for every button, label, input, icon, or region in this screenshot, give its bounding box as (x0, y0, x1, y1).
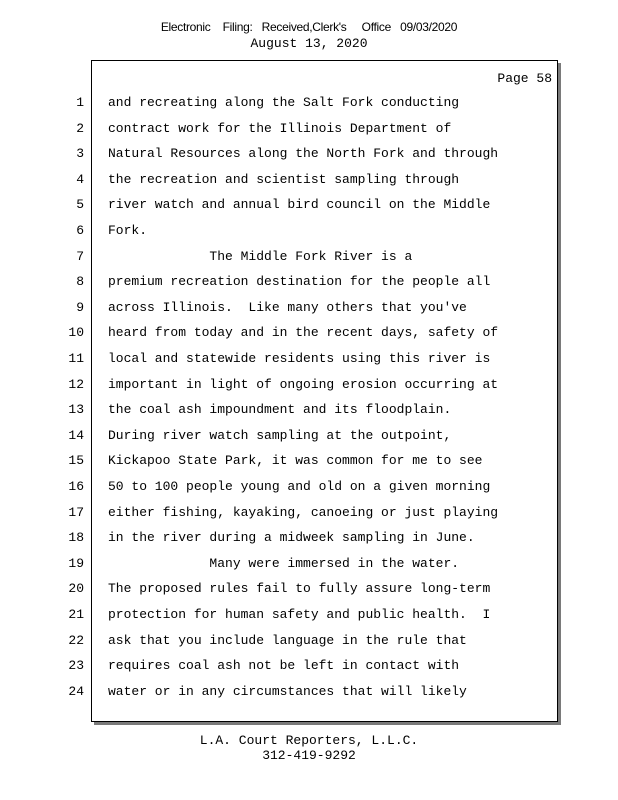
line-number: 16 (68, 479, 84, 494)
transcript-line: heard from today and in the recent days, safety of (108, 325, 499, 341)
transcript-line: either fishing, kayaking, canoeing or just playing (108, 504, 499, 520)
transcript-line: the recreation and scientist sampling through (108, 171, 460, 187)
transcript-line: Many were immersed in the water. (108, 555, 460, 571)
line-number: 12 (68, 376, 84, 392)
line-number: 1 (76, 95, 84, 110)
transcript-line: river watch and annual bird council on the Middle (108, 197, 491, 213)
transcript-line: water or in any circumstances that will likely (108, 683, 467, 699)
transcript-line: across Illinois. Like many others that you've (108, 299, 467, 315)
line-number: 20 (68, 581, 84, 597)
transcript-line: premium recreation destination for the people all (108, 274, 491, 290)
line-number: 13 (68, 402, 84, 418)
line-number: 18 (68, 530, 84, 546)
transcript-line: The proposed rules fail to fully assure long-term (108, 581, 491, 597)
line-number: 24 (68, 683, 84, 699)
transcript-line: 50 to 100 people young and old on a given morning (108, 479, 491, 494)
transcript-line: protection for human safety and public health. I (108, 607, 491, 622)
transcript-line: The Middle Fork River is a (108, 248, 413, 264)
transcript-line: Fork. (108, 223, 148, 238)
line-number: 22 (68, 632, 84, 648)
line-number: 4 (76, 171, 84, 187)
line-number: 21 (68, 607, 84, 622)
line-number: 7 (76, 248, 84, 264)
line-number: 2 (76, 120, 84, 136)
filing-stamp: Electronic Filing: Received,Clerk's Office 09/03/2020 (160, 20, 458, 34)
line-number: 5 (76, 197, 84, 213)
line-number: 15 (68, 453, 84, 469)
transcript-line: ask that you include language in the rule that (108, 632, 467, 648)
footer-company: L.A. Court Reporters, L.L.C. (199, 733, 419, 748)
transcript-line: Natural Resources along the North Fork and through (108, 146, 499, 162)
transcript-line: Kickapoo State Park, it was common for me to see (108, 453, 483, 469)
transcript-line: the coal ash impoundment and its floodplain. (108, 402, 452, 418)
header-date: August 13, 2020 (250, 36, 368, 51)
transcript-line: local and statewide residents using this river is (108, 351, 491, 366)
transcript-line: in the river during a midweek sampling in June. (108, 530, 475, 546)
page-number: Page 58 (497, 71, 552, 86)
transcript-line: contract work for the Illinois Department of (108, 120, 452, 136)
line-number: 19 (68, 555, 84, 571)
line-number: 6 (76, 223, 84, 238)
transcript-line: and recreating along the Salt Fork conducting (108, 95, 460, 110)
transcript-line: important in light of ongoing erosion occurring at (108, 376, 499, 392)
line-number: 14 (68, 427, 84, 443)
transcript-line: During river watch sampling at the outpoint, (108, 427, 452, 443)
line-number: 23 (68, 658, 84, 674)
footer-phone: 312-419-9292 (262, 748, 356, 763)
line-number: 11 (68, 351, 84, 366)
line-number: 17 (68, 504, 84, 520)
transcript-line: requires coal ash not be left in contact with (108, 658, 460, 674)
footer (0, 733, 618, 763)
line-number: 10 (68, 325, 84, 341)
line-number: 3 (76, 146, 84, 162)
line-number: 9 (76, 299, 84, 315)
line-number: 8 (76, 274, 84, 290)
